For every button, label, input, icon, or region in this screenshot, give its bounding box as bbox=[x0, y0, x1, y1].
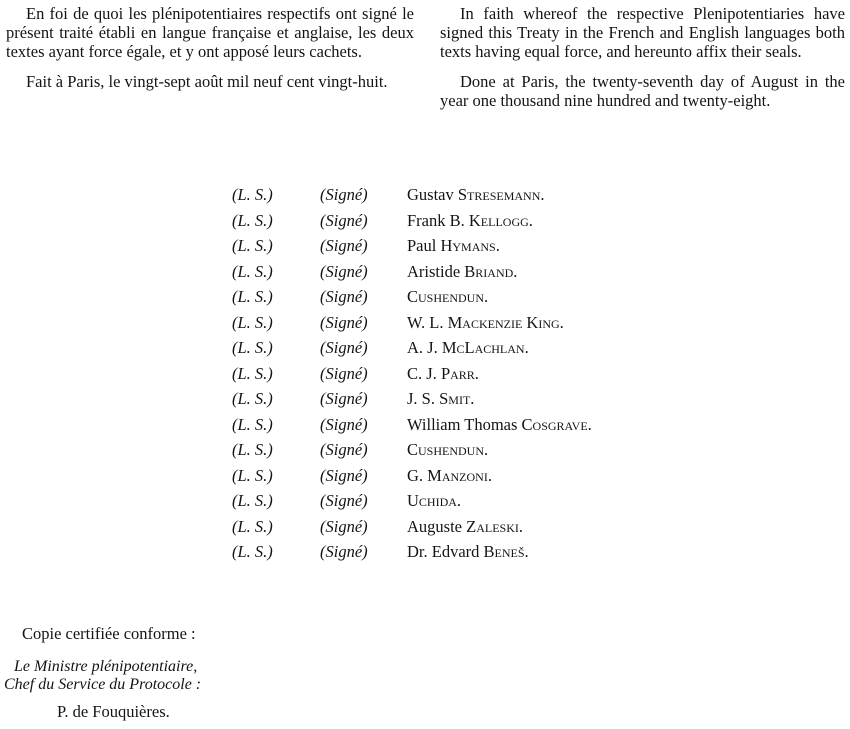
signatory-first-name: J. S. bbox=[407, 389, 440, 408]
signatory-surname: Briand. bbox=[464, 261, 518, 281]
french-column bbox=[6, 4, 414, 102]
seal-mark: (L. S.) bbox=[232, 312, 273, 332]
signatory-name bbox=[407, 335, 529, 361]
seal-mark: (L. S.) bbox=[232, 516, 273, 536]
certification-line: Copie certifiée conforme : bbox=[22, 624, 196, 643]
seal-mark: (L. S.) bbox=[232, 363, 273, 383]
signatory-first-name: A. J. bbox=[407, 338, 442, 357]
seal-mark: (L. S.) bbox=[232, 491, 273, 510]
signatory-name bbox=[407, 463, 492, 489]
signatory-surname: Beneš. bbox=[483, 542, 529, 561]
signatory-surname: Hymans. bbox=[440, 236, 500, 255]
english-paragraph-2: Done at Paris, the twenty-seventh day of August in the year one thousand nine hundred and twenty-eight. bbox=[440, 72, 845, 110]
signatory-first-name: Auguste bbox=[407, 516, 467, 536]
signatory-first-name: William Thomas bbox=[407, 414, 522, 434]
signatory-surname: Cushendun. bbox=[407, 440, 489, 459]
signatory-name bbox=[407, 514, 523, 540]
seal-mark: (L. S.) bbox=[232, 414, 273, 434]
signatory-first-name: W. L. bbox=[407, 312, 448, 332]
signatory-name bbox=[407, 412, 592, 438]
signatory-first-name: Gustav bbox=[407, 185, 458, 204]
signatory-name bbox=[407, 182, 545, 208]
signed-mark: (Signé) bbox=[320, 440, 368, 459]
seal-mark: (L. S.) bbox=[232, 338, 273, 357]
signatory-name bbox=[407, 539, 529, 565]
signed-mark: (Signé) bbox=[320, 210, 368, 230]
signatory-surname: Cushendun. bbox=[407, 287, 489, 306]
signatory-name bbox=[407, 361, 479, 387]
seal-mark: (L. S.) bbox=[232, 236, 273, 255]
signed-mark: (Signé) bbox=[320, 363, 368, 383]
signed-mark: (Signé) bbox=[320, 491, 368, 510]
signatory-name bbox=[407, 437, 488, 463]
signatory-name bbox=[407, 259, 517, 285]
signatory-name bbox=[407, 386, 474, 412]
signatory-name bbox=[407, 284, 488, 310]
signed-mark: (Signé) bbox=[320, 542, 368, 561]
signatory-name bbox=[407, 488, 461, 514]
seal-mark: (L. S.) bbox=[232, 465, 273, 485]
signatory-name bbox=[407, 310, 564, 336]
signatory-surname: Kellogg. bbox=[468, 210, 533, 230]
signed-mark: (Signé) bbox=[320, 287, 368, 306]
signed-mark: (Signé) bbox=[320, 261, 368, 281]
signed-mark: (Signé) bbox=[320, 338, 368, 357]
signatory-name bbox=[407, 208, 533, 234]
english-paragraph-1: In faith whereof the respective Plenipotentiaries have signed this Treaty in the French and English languages both texts having equal force, and hereunto affix their seals. bbox=[440, 4, 845, 61]
signed-mark: (Signé) bbox=[320, 236, 368, 255]
signatory-first-name: C. J. bbox=[407, 363, 441, 383]
signatory-surname: Zaleski. bbox=[466, 516, 523, 536]
signatory-surname: McLachlan. bbox=[441, 338, 529, 357]
seal-mark: (L. S.) bbox=[232, 542, 273, 561]
signatory-surname: Stresemann. bbox=[457, 185, 545, 204]
minister-line-2: Chef du Service du Protocole : bbox=[4, 676, 202, 693]
french-paragraph-1: En foi de quoi les plénipotentiaires respectifs ont signé le présent traité établi en langue française et anglaise, les deux textes ayant force égale, et y ont apposé leurs cachets. bbox=[6, 4, 414, 61]
signatory-first-name: Paul bbox=[407, 236, 441, 255]
signed-mark: (Signé) bbox=[320, 414, 368, 434]
signed-mark: (Signé) bbox=[320, 389, 368, 408]
signatory-surname: Cosgrave. bbox=[521, 414, 592, 434]
signatory-surname: Uchida. bbox=[407, 491, 462, 510]
signatory-name bbox=[407, 233, 500, 259]
minister-line-1: Le Ministre plénipotentiaire, bbox=[14, 658, 198, 675]
french-paragraph-2: Fait à Paris, le vingt-sept août mil neuf cent vingt-huit. bbox=[26, 72, 388, 91]
english-column bbox=[440, 4, 845, 121]
certifying-signer: P. de Fouquières. bbox=[57, 702, 170, 721]
minister-title bbox=[4, 658, 201, 694]
signed-mark: (Signé) bbox=[320, 465, 368, 485]
seal-mark: (L. S.) bbox=[232, 261, 273, 281]
seal-mark: (L. S.) bbox=[232, 287, 273, 306]
seal-mark: (L. S.) bbox=[232, 440, 273, 459]
signed-mark: (Signé) bbox=[320, 185, 368, 204]
signed-mark: (Signé) bbox=[320, 312, 368, 332]
seal-mark: (L. S.) bbox=[232, 389, 273, 408]
seal-mark: (L. S.) bbox=[232, 185, 273, 204]
signatory-first-name: Frank B. bbox=[407, 210, 469, 230]
signatory-first-name: Dr. Edvard bbox=[407, 542, 484, 561]
signatory-surname: Parr. bbox=[440, 363, 479, 383]
signatory-first-name: Aristide bbox=[407, 261, 465, 281]
signed-mark: (Signé) bbox=[320, 516, 368, 536]
signatory-first-name: G. bbox=[407, 465, 428, 485]
signatory-surname: Manzoni. bbox=[427, 465, 492, 485]
signatory-surname: Mackenzie King. bbox=[447, 312, 564, 332]
seal-mark: (L. S.) bbox=[232, 210, 273, 230]
signatory-surname: Smit. bbox=[439, 389, 475, 408]
